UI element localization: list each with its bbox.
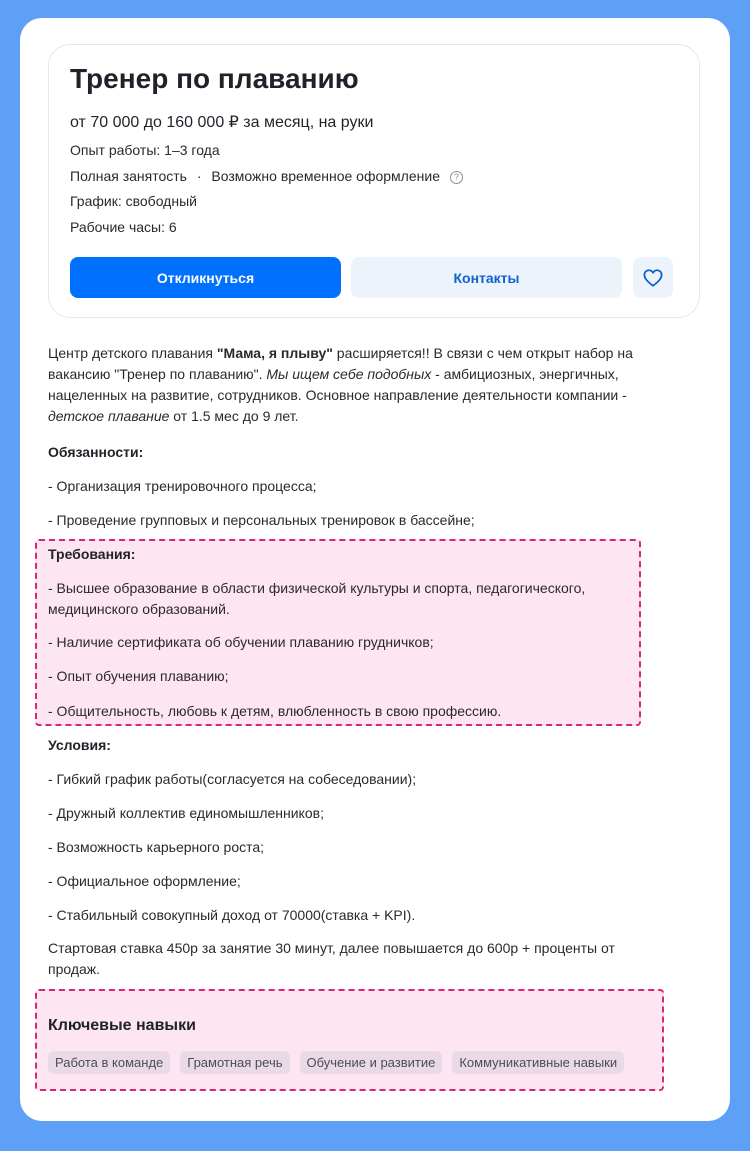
rate-note: Стартовая ставка 450р за занятие 30 минут, далее повышается до 600р + проценты от продаж.	[48, 940, 615, 977]
vacancy-header-card	[48, 44, 700, 318]
list-item: - Организация тренировочного процесса;	[48, 478, 317, 494]
list-item: - Опыт обучения плаванию;	[48, 668, 229, 684]
list-item: - Проведение групповых и персональных тренировок в бассейне;	[48, 512, 475, 528]
working-hours: Рабочие часы: 6	[70, 219, 177, 235]
list-item: - Общительность, любовь к детям, влюбленность в свою профессию.	[48, 703, 502, 719]
list-item: - Дружный коллектив единомышленников;	[48, 805, 324, 821]
employment-type: Полная занятость	[70, 168, 187, 184]
conditions-heading: Условия:	[48, 737, 111, 753]
skills-highlight	[35, 989, 664, 1091]
requirements-heading: Требования:	[48, 546, 136, 562]
intro-text-4: от 1.5 мес до 9 лет.	[169, 408, 299, 424]
intro-text-1: Центр детского плавания	[48, 345, 217, 361]
respond-button[interactable]: Откликнуться	[70, 257, 341, 298]
skills-tags	[48, 1051, 624, 1074]
favorite-button[interactable]	[633, 257, 673, 298]
list-item: - Официальное оформление;	[48, 873, 241, 889]
list-item: - Стабильный совокупный доход от 70000(ставка + KPI).	[48, 907, 416, 923]
duties-heading: Обязанности:	[48, 444, 144, 460]
employment-row	[70, 168, 463, 184]
help-icon[interactable]: ?	[450, 171, 463, 184]
list-item: - Наличие сертификата об обучении плаванию грудничков;	[48, 634, 434, 650]
skill-tag: Работа в команде	[48, 1051, 170, 1074]
intro-text-3: - амбициозных, энергичных, нацеленных на развитие, сотрудников. Основное направление деятельности компании -	[48, 366, 627, 403]
schedule: График: свободный	[70, 193, 197, 209]
list-item: - Возможность карьерного роста;	[48, 839, 265, 855]
intro-text-2: расширяется!! В связи с чем открыт набор на вакансию "Тренер по плаванию".	[48, 345, 633, 382]
skills-heading: Ключевые навыки	[48, 1017, 196, 1034]
vacancy-page	[20, 18, 730, 1121]
temporary-option: Возможно временное оформление	[211, 168, 440, 184]
skill-tag: Коммуникативные навыки	[452, 1051, 624, 1074]
requirements-highlight	[35, 539, 641, 726]
skill-tag: Грамотная речь	[180, 1051, 289, 1074]
heart-icon	[643, 269, 663, 287]
vacancy-title: Тренер по плаванию	[70, 63, 359, 94]
list-item: - Гибкий график работы(согласуется на собеседовании);	[48, 771, 417, 787]
contacts-button[interactable]: Контакты	[351, 257, 622, 298]
description-intro	[48, 343, 678, 427]
experience: Опыт работы: 1–3 года	[70, 142, 220, 158]
intro-italic: Мы ищем себе подобных	[266, 366, 432, 382]
intro-italic-2: детское плавание	[48, 408, 170, 424]
salary: от 70 000 до 160 000 ₽ за месяц, на руки	[70, 114, 374, 131]
skill-tag: Обучение и развитие	[300, 1051, 443, 1074]
company-name: "Мама, я плыву"	[216, 345, 333, 361]
separator: ·	[196, 168, 202, 184]
list-item: - Высшее образование в области физической культуры и спорта, педагогического, медицинского образований.	[48, 580, 586, 617]
